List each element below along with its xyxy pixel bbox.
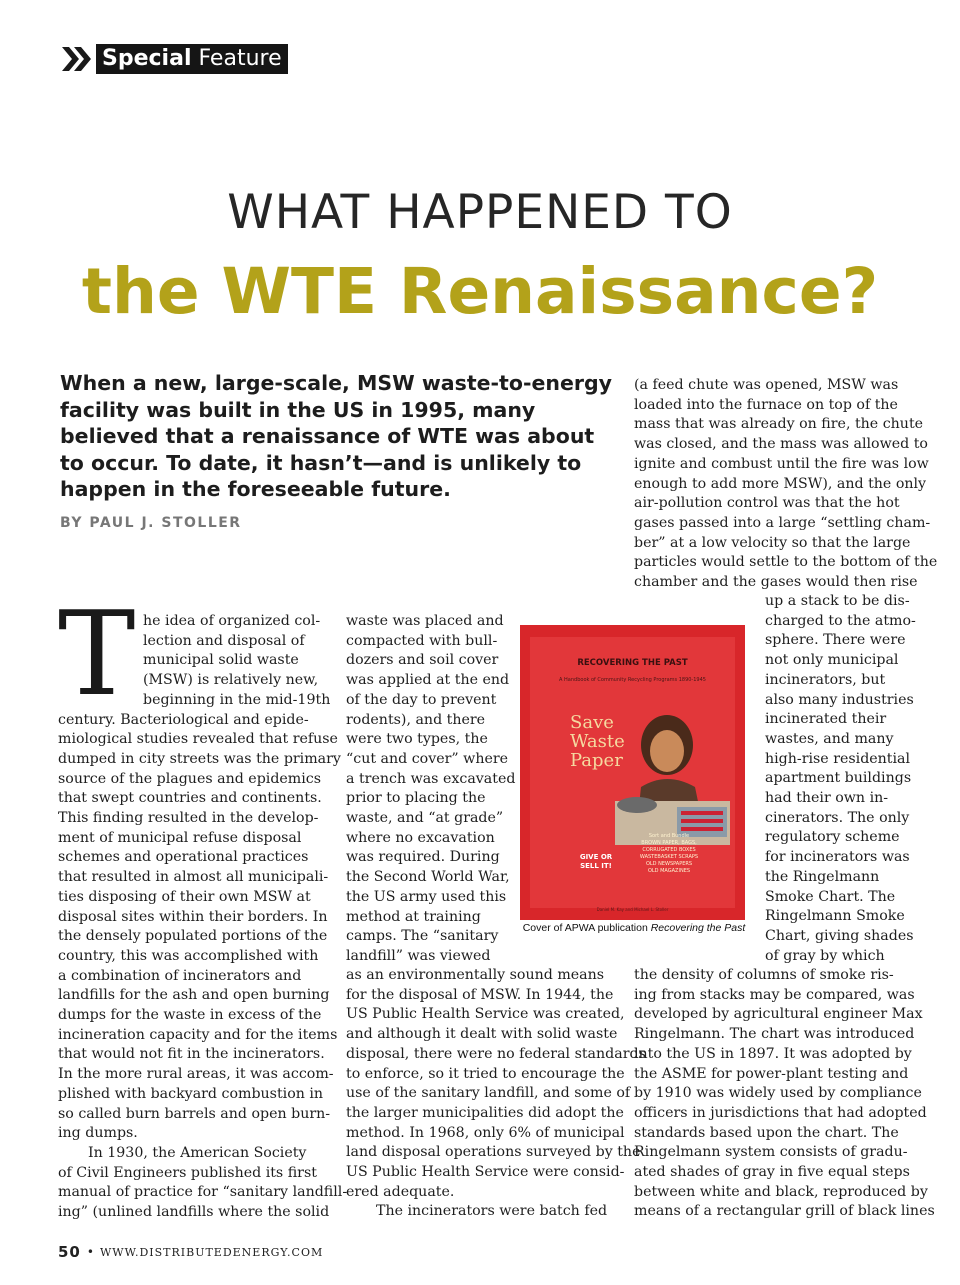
body-line: method at training	[346, 908, 481, 925]
body-line: officers in jurisdictions that had adopted	[634, 1104, 927, 1121]
body-line: manual of practice for “sanitary landfill-	[58, 1184, 348, 1201]
body-line: camps. The “sanitary	[346, 928, 499, 945]
fig-sort-line: BROWN PAPER, BAGS,	[641, 840, 697, 846]
body-line: ing dumps.	[58, 1125, 138, 1142]
body-line: the Ringelmann	[765, 868, 880, 885]
body-line: a combination of incinerators and	[58, 967, 302, 984]
body-line: the US army used this	[346, 888, 507, 905]
deck-line: believed that a renaissance of WTE was about	[60, 424, 595, 448]
body-line: plished with backyard combustion in	[58, 1085, 324, 1102]
body-line: The incinerators were batch fed	[376, 1203, 608, 1220]
section-tag	[60, 44, 288, 74]
body-line: land disposal operations surveyed by the	[346, 1144, 641, 1161]
body-line: municipal solid waste	[143, 652, 299, 669]
body-line: he idea of organized col-	[143, 613, 321, 629]
body-line: loaded into the furnace on top of the	[634, 396, 898, 413]
figure-caption	[514, 922, 754, 934]
body-line: use of the sanitary landfill, and some of	[346, 1085, 631, 1102]
body-line: developed by agricultural engineer Max	[634, 1006, 923, 1023]
body-line: the density of columns of smoke ris-	[634, 967, 894, 983]
body-line: also many industries	[765, 691, 914, 708]
body-line: ing from stacks may be compared, was	[634, 986, 915, 1003]
body-line: for the disposal of MSW. In 1944, the	[346, 986, 614, 1003]
headline-line-1: WHAT HAPPENED TO	[227, 185, 733, 240]
fig-sort-line: OLD MAGAZINES	[647, 868, 691, 874]
deck-line: happen in the foreseeable future.	[60, 477, 451, 501]
fig-sort-line: Sort and Bundle	[648, 833, 690, 839]
body-line: high-rise residential	[765, 750, 911, 767]
body-line: rodents), and there	[346, 711, 486, 728]
body-line: century. Bacteriological and epide-	[58, 711, 309, 728]
headline-line-2: the WTE Renaissance?	[81, 255, 879, 328]
fig-save-line: Save	[570, 712, 614, 733]
body-line: dumped in city streets was the primary	[58, 750, 341, 767]
section-label-bold: Special	[102, 46, 192, 71]
body-line: Ringelmann system consists of gradu-	[634, 1144, 908, 1161]
footer-url: WWW.DISTRIBUTEDENERGY.COM	[99, 1245, 324, 1259]
cover-subheading: A Handbook of Community Recycling Programs 1890-1945	[559, 677, 706, 683]
body-line: US Public Health Service were consid-	[346, 1164, 625, 1180]
body-line: the ASME for power-plant testing and	[634, 1065, 909, 1082]
body-line: method. In 1968, only 6% of municipal	[346, 1124, 625, 1141]
body-line: prior to placing the	[346, 790, 486, 807]
body-line: disposal, there were no federal standards	[346, 1045, 646, 1062]
body-line: so called burn barrels and open burn-	[58, 1105, 331, 1122]
body-line: the larger municipalities did adopt the	[346, 1104, 624, 1121]
body-line: mass that was already on fire, the chute	[634, 416, 924, 433]
body-line: had their own in-	[765, 790, 889, 806]
body-line: ignite and combust until the fire was low	[634, 455, 929, 472]
body-line: not only municipal	[765, 652, 899, 669]
deck-line: When a new, large-scale, MSW waste-to-energy	[60, 371, 612, 395]
fig-give-line: SELL IT!	[580, 862, 612, 870]
body-line: In the more rural areas, it was accom-	[58, 1066, 334, 1083]
body-line: of gray by which	[765, 947, 885, 964]
body-line: Ringelmann Smoke	[765, 908, 905, 925]
body-line: ber” at a low velocity so that the large	[634, 534, 911, 551]
body-line: source of the plagues and epidemics	[58, 770, 322, 787]
body-line: Chart, giving shades	[765, 927, 914, 944]
body-line: landfills for the ash and open burning	[58, 987, 330, 1004]
body-line: particles would settle to the bottom of the	[634, 554, 938, 571]
fig-sort-line: CORRUGATED BOXES	[642, 847, 696, 853]
body-line: Smoke Chart. The	[765, 888, 896, 905]
body-line: of the day to prevent	[346, 691, 497, 708]
body-line: was applied at the end	[346, 672, 510, 689]
body-line: ties disposing of their own MSW at	[58, 888, 311, 905]
body-line: waste, and “at grade”	[346, 810, 504, 826]
fig-sort-line: WASTEBASKET SCRAPS	[639, 854, 699, 860]
body-line: gases passed into a large “settling cham-	[634, 514, 931, 531]
body-line: ment of municipal refuse disposal	[58, 829, 302, 846]
body-line: ing” (unlined landfills where the solid	[58, 1204, 330, 1220]
body-line: compacted with bull-	[346, 632, 498, 649]
fig-sort-line: OLD NEWSPAPERS	[645, 861, 693, 867]
body-line: cinerators. The only	[765, 809, 910, 826]
body-line: were two types, the	[346, 731, 488, 748]
body-line: was closed, and the mass was allowed to	[634, 436, 928, 453]
page-footer	[58, 1243, 323, 1261]
body-line: that swept countries and continents.	[58, 790, 322, 807]
body-line: where no excavation	[346, 829, 495, 846]
caption-text: Cover of APWA publication	[522, 922, 651, 934]
body-line: incinerated their	[765, 711, 887, 728]
body-line: standards based upon the chart. The	[634, 1124, 899, 1141]
section-label	[96, 44, 288, 74]
page-number: 50	[58, 1243, 81, 1261]
body-line: waste was placed and	[346, 613, 504, 629]
article-deck	[60, 370, 615, 503]
body-line: that resulted in almost all municipali-	[58, 869, 329, 886]
cover-sort-list	[635, 833, 703, 875]
body-line: up a stack to be dis-	[765, 593, 910, 609]
body-line: miological studies revealed that refuse	[58, 731, 338, 748]
body-line: country, this was accomplished with	[58, 947, 319, 964]
fig-save-line: Paper	[570, 750, 623, 771]
deck-line: facility was built in the US in 1995, many	[60, 397, 536, 422]
cover-heading: RECOVERING THE PAST	[577, 658, 688, 668]
body-line: and although it dealt with solid waste	[346, 1026, 618, 1043]
body-line: enough to add more MSW), and the only	[634, 475, 927, 492]
body-line: into the US in 1897. It was adopted by	[634, 1045, 912, 1062]
body-line: for incinerators was	[765, 849, 910, 866]
body-line: In 1930, the American Society	[88, 1144, 307, 1161]
body-line: sphere. There were	[765, 632, 906, 649]
body-line: a trench was excavated	[346, 770, 516, 787]
fig-give-line: GIVE OR	[579, 853, 613, 861]
cover-give-text	[572, 853, 620, 871]
deck-line: to occur. To date, it hasn’t—and is unlikely to	[60, 450, 582, 475]
body-line: ated shades of gray in five equal steps	[634, 1164, 910, 1180]
body-line: was required. During	[346, 849, 500, 866]
cover-authors: Daniel M. Kay and Michael L. Stoller	[596, 907, 669, 912]
cover-poster-title	[570, 713, 625, 770]
fig-save-line: Waste	[570, 731, 625, 752]
body-line: schemes and operational practices	[58, 849, 309, 866]
body-line: incinerators, but	[765, 671, 886, 688]
double-chevron-icon	[60, 44, 94, 74]
body-line: dozers and soil cover	[346, 652, 499, 669]
body-line: between white and black, reproduced by	[634, 1183, 928, 1200]
body-line: “cut and cover” where	[346, 750, 509, 767]
body-line: incineration capacity and for the items	[58, 1026, 338, 1043]
body-line: ered adequate.	[346, 1183, 455, 1200]
body-line: apartment buildings	[765, 770, 912, 787]
byline: BY PAUL J. STOLLER	[60, 515, 242, 531]
body-line: This finding resulted in the develop-	[58, 810, 319, 826]
body-line: disposal sites within their borders. In	[58, 908, 328, 925]
body-line: by 1910 was widely used by compliance	[634, 1085, 922, 1102]
body-line: means of a rectangular grill of black lines	[634, 1203, 935, 1220]
body-line: Ringelmann. The chart was introduced	[634, 1026, 915, 1043]
body-line: beginning in the mid-19th	[143, 691, 331, 708]
body-line: to enforce, so it tried to encourage the	[346, 1065, 625, 1082]
body-line: lection and disposal of	[143, 632, 305, 649]
body-line: of Civil Engineers published its first	[58, 1164, 317, 1181]
body-line: dumps for the waste in excess of the	[58, 1007, 322, 1023]
body-line: landfill” was viewed	[346, 947, 491, 964]
cover-illustration	[615, 705, 730, 845]
drop-cap: T	[58, 587, 136, 722]
body-line: air-pollution control was that the hot	[634, 495, 900, 512]
footer-bullet: •	[86, 1245, 94, 1259]
book-cover-image	[520, 625, 745, 920]
body-line: (a feed chute was opened, MSW was	[634, 377, 899, 393]
body-line: US Public Health Service was created,	[346, 1006, 625, 1023]
body-line: regulatory scheme	[765, 829, 900, 846]
body-line: charged to the atmo-	[765, 612, 916, 629]
body-line: the Second World War,	[346, 869, 510, 886]
body-line: (MSW) is relatively new,	[143, 672, 319, 689]
body-line: that would not fit in the incinerators.	[58, 1046, 325, 1063]
body-line: chamber and the gases would then rise	[634, 574, 918, 590]
caption-title: Recovering the Past	[650, 922, 746, 934]
body-line: as an environmentally sound means	[346, 967, 605, 983]
body-line: the densely populated portions of the	[58, 928, 328, 945]
section-label-regular: Feature	[198, 46, 282, 71]
body-line: wastes, and many	[765, 730, 894, 747]
